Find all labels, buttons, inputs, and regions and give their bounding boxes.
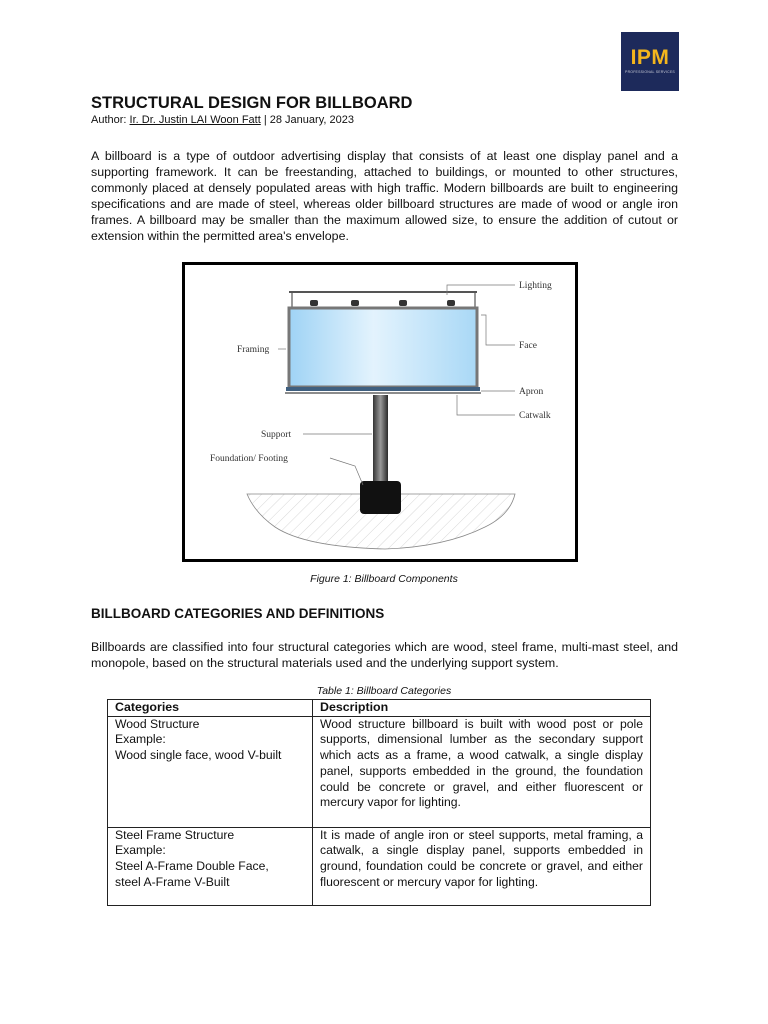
- billboard-diagram: [185, 265, 575, 559]
- section-paragraph: Billboards are classified into four structural categories which are wood, steel frame, multi-mast steel, and monopole, based on the structural materials used and the underlying support system.: [91, 640, 678, 670]
- label-face: Face: [519, 341, 537, 351]
- author-link[interactable]: Ir. Dr. Justin LAI Woon Fatt: [129, 114, 261, 126]
- category-example: Wood single face, wood V-built: [115, 748, 282, 763]
- label-support: Support: [261, 430, 292, 440]
- billboard-face: [289, 308, 477, 387]
- description-cell: It is made of angle iron or steel supports, metal framing, a catwalk, a single display panel, supports embedded in ground, foundation could be concrete or gravel, and either fluorescent or mercury vapor for lighting.: [313, 827, 651, 905]
- author-date: 28 January, 2023: [269, 114, 354, 126]
- category-name: Wood Structure: [115, 716, 200, 731]
- header-description: Description: [313, 700, 651, 717]
- category-example-label: Example:: [115, 732, 166, 747]
- billboard-apron: [286, 387, 480, 391]
- ipm-logo: [621, 32, 679, 91]
- category-example-cont: steel A-Frame V-Built: [115, 874, 230, 889]
- table-caption: Table 1: Billboard Categories: [316, 685, 452, 697]
- category-name: Steel Frame Structure: [115, 827, 235, 842]
- author-line: [91, 114, 354, 126]
- page-title: STRUCTURAL DESIGN FOR BILLBOARD: [91, 94, 413, 112]
- category-cell: [108, 716, 313, 827]
- lighting-rail: [289, 292, 477, 307]
- foundation-footing: [360, 481, 401, 514]
- author-prefix: Author:: [91, 114, 130, 126]
- header-categories: Categories: [108, 700, 313, 717]
- author-separator: |: [260, 114, 270, 126]
- logo-subtext: PROFESSIONAL SERVICES: [625, 70, 675, 74]
- description-cell: Wood structure billboard is built with wood post or pole supports, dimensional lumber as the secondary support which acts as a frame, a wood catwalk, a single display panel, supports embedded in the ground, the foundation could be concrete or gravel, and either fluorescent or mercury vapor for lighting.: [313, 716, 651, 827]
- category-cell: [108, 827, 313, 905]
- table-row: [108, 827, 651, 905]
- figure-caption: Figure 1: Billboard Components: [310, 573, 458, 585]
- category-example: Steel A-Frame Double Face,: [115, 859, 269, 874]
- label-lighting: Lighting: [519, 281, 552, 291]
- support-pole: [373, 395, 388, 483]
- logo-text: IPM: [630, 46, 670, 69]
- section-heading: BILLBOARD CATEGORIES AND DEFINITIONS: [91, 606, 385, 621]
- label-framing: Framing: [237, 345, 270, 355]
- table-header-row: [108, 700, 651, 717]
- intro-paragraph: A billboard is a type of outdoor advertising display that consists of at least one display panel and a supporting framework. It can be freestanding, attached to buildings, or mounted to other structures, commonly placed at densely populated areas with high traffic. Modern billboards are built to engineering specifications and are made of steel, whereas older billboard structures are made of wood or angle iron frames. A billboard may be smaller than the maximum allowed size, to ensure the addition of cutout or extension within the permitted area's envelope.: [91, 149, 678, 243]
- billboard-figure: [182, 262, 578, 562]
- label-apron: Apron: [519, 387, 544, 397]
- table-row: [108, 716, 651, 827]
- categories-table: [107, 699, 651, 906]
- label-catwalk: Catwalk: [519, 411, 551, 421]
- label-foundation: Foundation/ Footing: [210, 454, 288, 464]
- category-example-label: Example:: [115, 843, 166, 858]
